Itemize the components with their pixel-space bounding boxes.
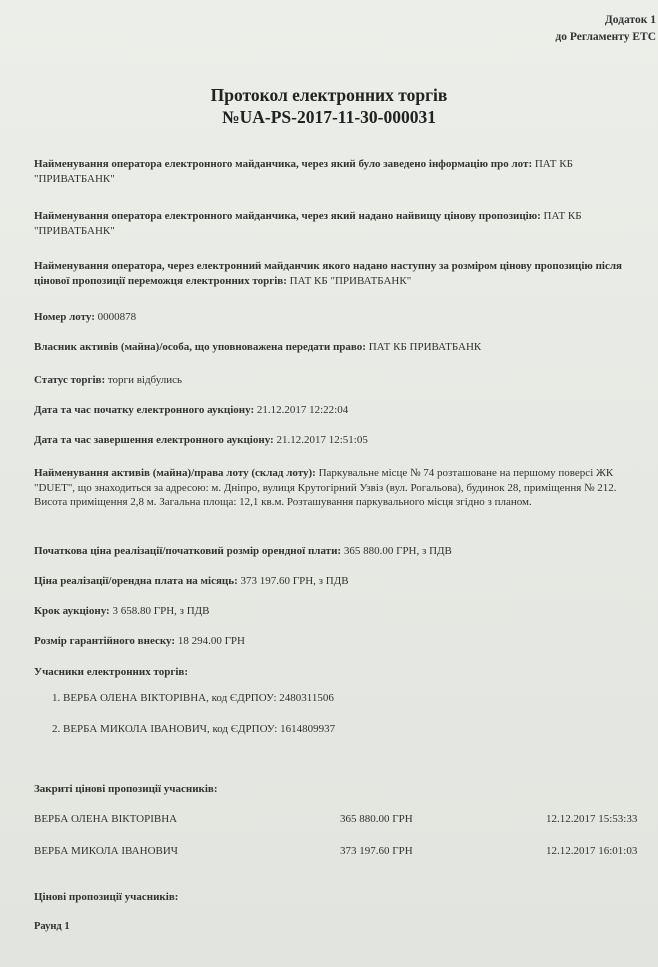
title-line-1: Протокол електронних торгів (210, 85, 448, 105)
participant-item (52, 692, 334, 704)
annex-line-2: до Регламенту ЕТС (555, 31, 656, 43)
participant-item (52, 723, 335, 735)
field-value: ПАТ КБ ПРИВАТБАНК (368, 341, 482, 353)
field-end-time (34, 433, 656, 448)
field-value: 21.12.2017 12:22:04 (256, 404, 349, 416)
field-value: 21.12.2017 12:51:05 (276, 434, 368, 446)
field-label: Найменування активів (майна)/права лоту (склад лоту): (34, 467, 316, 479)
bid-amount: 365 880.00 ГРН (340, 813, 413, 825)
price-offers-heading: Цінові пропозиції учасників: (34, 891, 179, 903)
participant-number: 2. (52, 723, 61, 735)
bid-name: ВЕРБА ОЛЕНА ВІКТОРІВНА (34, 813, 178, 825)
field-label: Дата та час початку електронного аукціону: (34, 404, 255, 416)
field-value: 0000878 (97, 311, 137, 323)
round-label: Раунд 1 (34, 921, 70, 932)
field-operator-best (34, 209, 656, 238)
field-value: 18 294.00 ГРН (177, 635, 245, 647)
field-label: Розмір гарантійного внеску: (34, 635, 176, 647)
field-label: Початкова ціна реалізації/початковий розмір орендної плати: (34, 545, 342, 557)
bid-row (34, 813, 656, 829)
field-value: ПАТ КБ "ПРИВАТБАНК" (34, 210, 582, 237)
field-operator-next (34, 259, 634, 288)
field-lot-number (34, 310, 656, 325)
field-label: Дата та час завершення електронного аукціону: (34, 434, 274, 446)
field-status (34, 373, 656, 388)
field-label: Власник активів (майна)/особа, що уповноважена передати право: (34, 341, 366, 353)
field-value: 3 658.80 ГРН, з ПДВ (112, 605, 210, 617)
field-value: ПАТ КБ "ПРИВАТБАНК" (34, 158, 573, 185)
title-line-2: №UA-PS-2017-11-30-000031 (222, 107, 436, 127)
field-owner (34, 340, 656, 355)
participants-heading: Учасники електронних торгів: (34, 666, 188, 678)
field-guarantee (34, 634, 656, 649)
bid-amount: 373 197.60 ГРН (340, 845, 413, 857)
field-label: Найменування оператора електронного майданчика, через який надано найвищу цінову пропозицію: (34, 210, 541, 222)
field-value: 373 197.60 ГРН, з ПДВ (240, 575, 349, 587)
field-label: Найменування оператора, через електронний майданчик якого надано наступну за розміром цінову пропозицію після цінової пропозиції переможця електронних торгів: (34, 260, 622, 287)
bid-name: ВЕРБА МИКОЛА ІВАНОВИЧ (34, 845, 178, 857)
annex-line-1: Додаток 1 (604, 14, 656, 26)
bid-time: 12.12.2017 16:01:03 (546, 845, 638, 857)
participant-text: ВЕРБА МИКОЛА ІВАНОВИЧ, код ЄДРПОУ: 1614809937 (63, 723, 336, 735)
field-label: Номер лоту: (34, 311, 95, 323)
field-auction-step (34, 604, 656, 619)
annex-note (555, 12, 656, 46)
field-label: Крок аукціону: (34, 605, 110, 617)
bid-row (34, 845, 656, 861)
field-start-time (34, 403, 656, 418)
field-label: Статус торгів: (34, 374, 106, 386)
field-start-price (34, 544, 656, 559)
bid-time: 12.12.2017 15:53:33 (546, 813, 638, 825)
field-value: 365 880.00 ГРН, з ПДВ (343, 545, 452, 557)
field-assets (34, 466, 634, 510)
field-value: Паркувальне місце № 74 розташоване на першому поверсі ЖК "DUET", що знаходиться за адресою: м. Дніпро, вулиця Крутогірний Узвіз (вул. Рогальова), будинок 28, приміщення № 212. Висота приміщення 2,8 м. Загальна площа: 12,1 кв.м. Розташування паркувального місця згідно з планом. (34, 467, 617, 508)
field-value: ПАТ КБ "ПРИВАТБАНК" (289, 274, 412, 287)
field-operator-info (34, 157, 656, 186)
closed-bids-heading: Закриті цінові пропозиції учасників: (34, 783, 218, 795)
field-label: Найменування оператора електронного майданчика, через який було заведено інформацію про лот: (34, 158, 533, 170)
participant-number: 1. (52, 692, 61, 704)
field-sale-price (34, 574, 656, 589)
field-value: торги відбулись (107, 374, 183, 386)
participant-text: ВЕРБА ОЛЕНА ВІКТОРІВНА, код ЄДРПОУ: 2480311506 (63, 692, 334, 704)
document-title (0, 84, 658, 128)
field-label: Ціна реалізації/орендна плата на місяць: (34, 575, 238, 587)
